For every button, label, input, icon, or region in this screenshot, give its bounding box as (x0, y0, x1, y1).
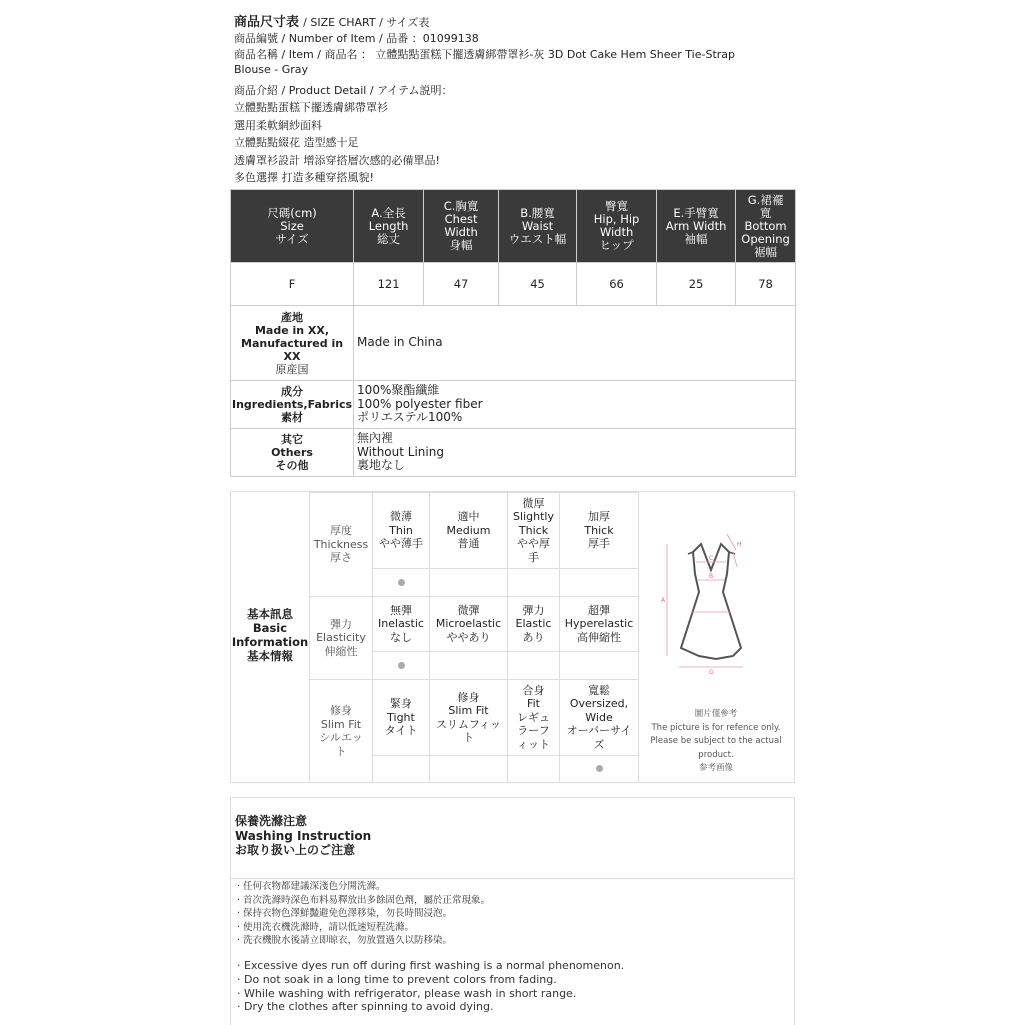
size-header-row (231, 190, 796, 263)
origin-row (231, 306, 796, 381)
cell-hip: 66 (577, 263, 657, 306)
ingredients-value: 100%聚酯纖維 100% polyester fiber ポリエステル100% (354, 381, 796, 429)
item-name: 商品名稱 / Item / 商品名 ： 立體點點蛋糕下擺透膚綁帶罩衫-灰 3D Dot Cake Hem Sheer Tie-Strap (234, 47, 736, 61)
page-title: 商品尺寸表 / SIZE CHART / サイズ表 (234, 15, 430, 30)
detail-title: 商品介紹 / Product Detail / アイテム説明： (234, 83, 453, 97)
option-elastic: 彈力 Elastic あり (508, 597, 560, 652)
option-thick: 加厚 Thick 厚手 (560, 493, 639, 569)
ingredients-label: 成分 Ingredients,Fabrics 素材 (231, 381, 354, 429)
thickness-category: 厚度 Thickness 厚さ (310, 493, 373, 597)
header-chest: C.胸寬 Chest Width 身幅 (424, 190, 499, 263)
washing-en-item: · Do not soak in a long time to prevent colors from fading. (237, 972, 557, 986)
cell-bottom: 78 (736, 263, 796, 306)
detail-line: 立體點點綴花 造型感十足 (234, 136, 359, 149)
header-bottom: G.裙襬 寬 Bottom Opening 裾幅 (736, 190, 796, 263)
figure-caption: 圖片僅參考 The picture is for refence only. Please be subject to the actual product. 参考画像 (650, 709, 782, 773)
origin-value: Made in China (354, 306, 796, 381)
washing-en-item: · While washing with refrigerator, please wash in short range. (237, 986, 577, 1000)
product-header (234, 14, 794, 187)
dot-cell (373, 652, 430, 680)
basic-info-label: 基本訊息 Basic Information 基本情報 (231, 607, 309, 663)
option-inelastic: 無彈 Inelastic なし (373, 597, 430, 652)
figure-label: G (709, 669, 714, 676)
option-hyperelastic: 超彈 Hyperelastic 高伸縮性 (560, 597, 639, 652)
fit-category: 修身 Slim Fit シルエッ ト (310, 680, 373, 783)
option-microelastic: 微彈 Microelastic ややあり (430, 597, 508, 652)
origin-label: 產地 Made in XX, Manufactured in XX 原産国 (231, 306, 354, 381)
washing-title: 保養洗滌注意 Washing Instruction お取り扱い上のご注意 (235, 814, 372, 857)
washing-zh-item: · 使用洗衣機洗滌時，請以低速短程洗滌。 (237, 921, 415, 933)
attribute-grid (309, 492, 639, 783)
size-chart-table (230, 189, 796, 477)
basic-info-panel (230, 491, 795, 783)
elasticity-category: 彈力 Elasticity 伸縮性 (310, 597, 373, 680)
washing-zh-list (237, 880, 490, 948)
product-detail (234, 82, 794, 187)
item-number: 商品編號 / Number of Item / 品番 ：01099138 (234, 32, 479, 45)
divider (231, 878, 794, 879)
option-oversized: 寬鬆 Oversized, Wide オーバーサイ ズ (560, 680, 639, 756)
others-value: 無內裡 Without Lining 裏地なし (354, 429, 796, 477)
figure-label: C (709, 555, 714, 562)
fit-options-row (310, 680, 639, 756)
option-slightly-thick: 微厚 Slightly Thick やや厚 手 (508, 493, 560, 569)
option-tight: 緊身 Tight タイト (373, 680, 430, 756)
cell-waist: 45 (499, 263, 577, 306)
selected-dot (398, 662, 405, 669)
option-thin: 微薄 Thin やや薄手 (373, 493, 430, 569)
others-label: 其它 Others その他 (231, 429, 354, 477)
figure-label: A (661, 597, 666, 604)
figure-label: B (709, 573, 714, 580)
figure-label: H (737, 541, 742, 548)
washing-zh-item: · 任何衣物都建議深淺色分開洗滌。 (237, 881, 386, 892)
detail-line: 多色選擇 打造多種穿搭風貌! (234, 171, 374, 184)
selected-dot (596, 765, 603, 772)
header-hip: 臀寬 Hip, Hip Width ヒップ (577, 190, 657, 263)
option-medium: 適中 Medium 普通 (430, 493, 508, 569)
washing-en-item: · Excessive dyes run off during first washing is a normal phenomenon. (237, 959, 625, 972)
size-row (231, 263, 796, 306)
ingredients-row (231, 381, 796, 429)
thickness-options-row (310, 493, 639, 569)
header-waist: B.腰寬 Waist ウエスト幅 (499, 190, 577, 263)
dot-cell (373, 569, 430, 597)
header-arm: E.手臂寬 Arm Width 袖幅 (657, 190, 736, 263)
option-fit: 合身 Fit レギュ ラーフ ィット (508, 680, 560, 756)
garment-figure (641, 522, 791, 772)
washing-panel (230, 797, 795, 1025)
washing-zh-item: · 首次洗滌時深色布料易釋放出多餘固色劑，屬於正常現象。 (237, 894, 491, 906)
option-slim-fit: 修身 Slim Fit スリムフィッ ト (430, 680, 508, 756)
item-name-cont: Blouse - Gray (234, 63, 309, 76)
dot-cell (560, 756, 639, 783)
others-row (231, 429, 796, 477)
washing-zh-item: · 洗衣機脫水後請立即晾衣，勿放置過久以防移染。 (237, 935, 453, 946)
detail-line: 立體點點蛋糕下擺透膚綁帶罩衫 (234, 101, 388, 114)
cell-length: 121 (354, 263, 424, 306)
header-size: 尺碼(cm) Size サイズ (231, 190, 354, 263)
cell-chest: 47 (424, 263, 499, 306)
washing-en-list (237, 959, 624, 1014)
washing-zh-item: · 保持衣物色澤鮮豔避免色澤移染，勿長時間浸泡。 (237, 908, 453, 919)
washing-en-item: · Dry the clothes after spinning to avoid dying. (237, 1000, 494, 1014)
cell-arm: 25 (657, 263, 736, 306)
detail-line: 透膚罩衫設計 增添穿搭層次感的必備單品! (234, 153, 440, 167)
selected-dot (398, 579, 405, 586)
dress-diagram-icon (641, 522, 791, 702)
elasticity-options-row (310, 597, 639, 652)
cell-size: F (231, 263, 354, 306)
detail-line: 選用柔軟網紗面料 (234, 118, 322, 132)
header-length: A.全長 Length 総丈 (354, 190, 424, 263)
